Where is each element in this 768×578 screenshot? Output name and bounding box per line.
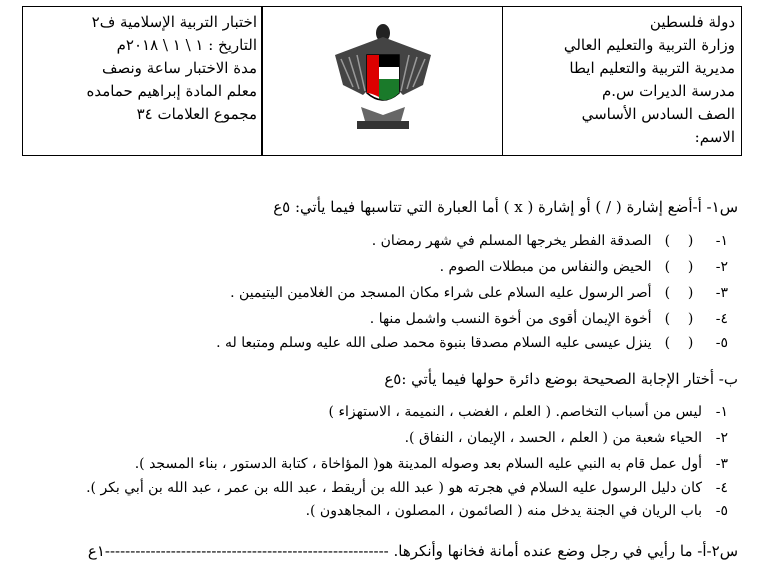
q1b-item-1: ١-ليس من أسباب التخاصم. ( العلم ، الغضب ، النميمة ، الاستهزاء ) (328, 404, 728, 420)
q1a-item-5: ٥-( ) ينزل عيسى عليه السلام مصدقا بنبوة محمد صلى الله عليه وسلم ومتبعا له . (216, 335, 728, 351)
answer-blank[interactable]: ( ) (664, 335, 694, 351)
answer-dash-line: --------------------------------------------------------١ع (87, 542, 389, 560)
question-1a-title: س١- أ-أضع إشارة ( / ) أو إشارة ( x ) أما العبارة التي تتاسبها فيما يأتي: ٥ع (273, 198, 738, 216)
ministry-line: وزارة التربية والتعليم العالي (563, 36, 735, 54)
header-box (22, 6, 742, 156)
exam-date: التاريخ : ١ \ ١ \ ٢٠١٨م (116, 36, 257, 54)
question-1b-title: ب- أختار الإجابة الصحيحة بوضع دائرة حولها فيما يأتي :٥ع (384, 370, 738, 388)
exam-teacher: معلم المادة إبراهيم حمامده (86, 82, 257, 100)
q1b-item-2: ٢-الحياء شعبة من ( العلم ، الحسد ، الإيمان ، النفاق ). (404, 430, 728, 446)
q1b-item-3: ٣-أول عمل قام به النبي عليه السلام بعد وصوله المدينة هو( المؤاخاة ، كتابة الدستور ، بناء المسجد ). (134, 456, 728, 472)
answer-blank[interactable]: ( ) (664, 311, 694, 327)
school-line: مدرسة الديرات س.م (601, 82, 735, 100)
grade-line: الصف السادس الأساسي (581, 105, 735, 123)
exam-total-marks: مجموع العلامات ٣٤ (136, 105, 257, 123)
header-divider-left (261, 7, 263, 155)
answer-blank[interactable]: ( ) (664, 233, 694, 249)
q1b-item-5: ٥-باب الريان في الجنة يدخل منه ( الصائمون ، المصلون ، المجاهدون ). (305, 503, 728, 519)
q1b-item-4: ٤-كان دليل الرسول عليه السلام في هجرته هو ( عبد الله بن أريقط ، عبد الله بن عمر ، عبد الله بن أبي بكر ). (86, 480, 728, 496)
header-right-column (505, 11, 735, 149)
q1a-item-1: ١-( ) الصدقة الفطر يخرجها المسلم في شهر رمضان . (371, 233, 728, 249)
name-line: الاسم: (694, 128, 735, 146)
answer-blank[interactable]: ( ) (664, 259, 694, 275)
q1a-item-4: ٤-( ) أخوة الإيمان أقوى من أخوة النسب واشمل منها . (369, 311, 728, 327)
country-line: دولة فلسطين (649, 13, 735, 31)
answer-blank[interactable]: ( ) (664, 285, 694, 301)
question-2a-line: س٢-أ- ما رأيي في رجل وضع عنده أمانة فخانها وأنكرها. --------------------------------------------------------١ع (87, 542, 738, 560)
palestine-eagle-emblem-icon (323, 15, 443, 135)
exam-title: اختبار التربية الإسلامية ف٢ (91, 13, 257, 31)
q1a-item-3: ٣-( ) أصر الرسول عليه السلام على شراء مكان المسجد من الغلامين اليتيمين . (230, 285, 728, 301)
q1a-item-2: ٢-( ) الحيض والنفاس من مبطلات الصوم . (439, 259, 728, 275)
exam-duration: مدة الاختبار ساعة ونصف (101, 59, 257, 77)
directorate-line: مديرية التربية والتعليم ايطا (569, 59, 735, 77)
header-divider-right (502, 7, 504, 155)
header-left-column (29, 11, 257, 126)
